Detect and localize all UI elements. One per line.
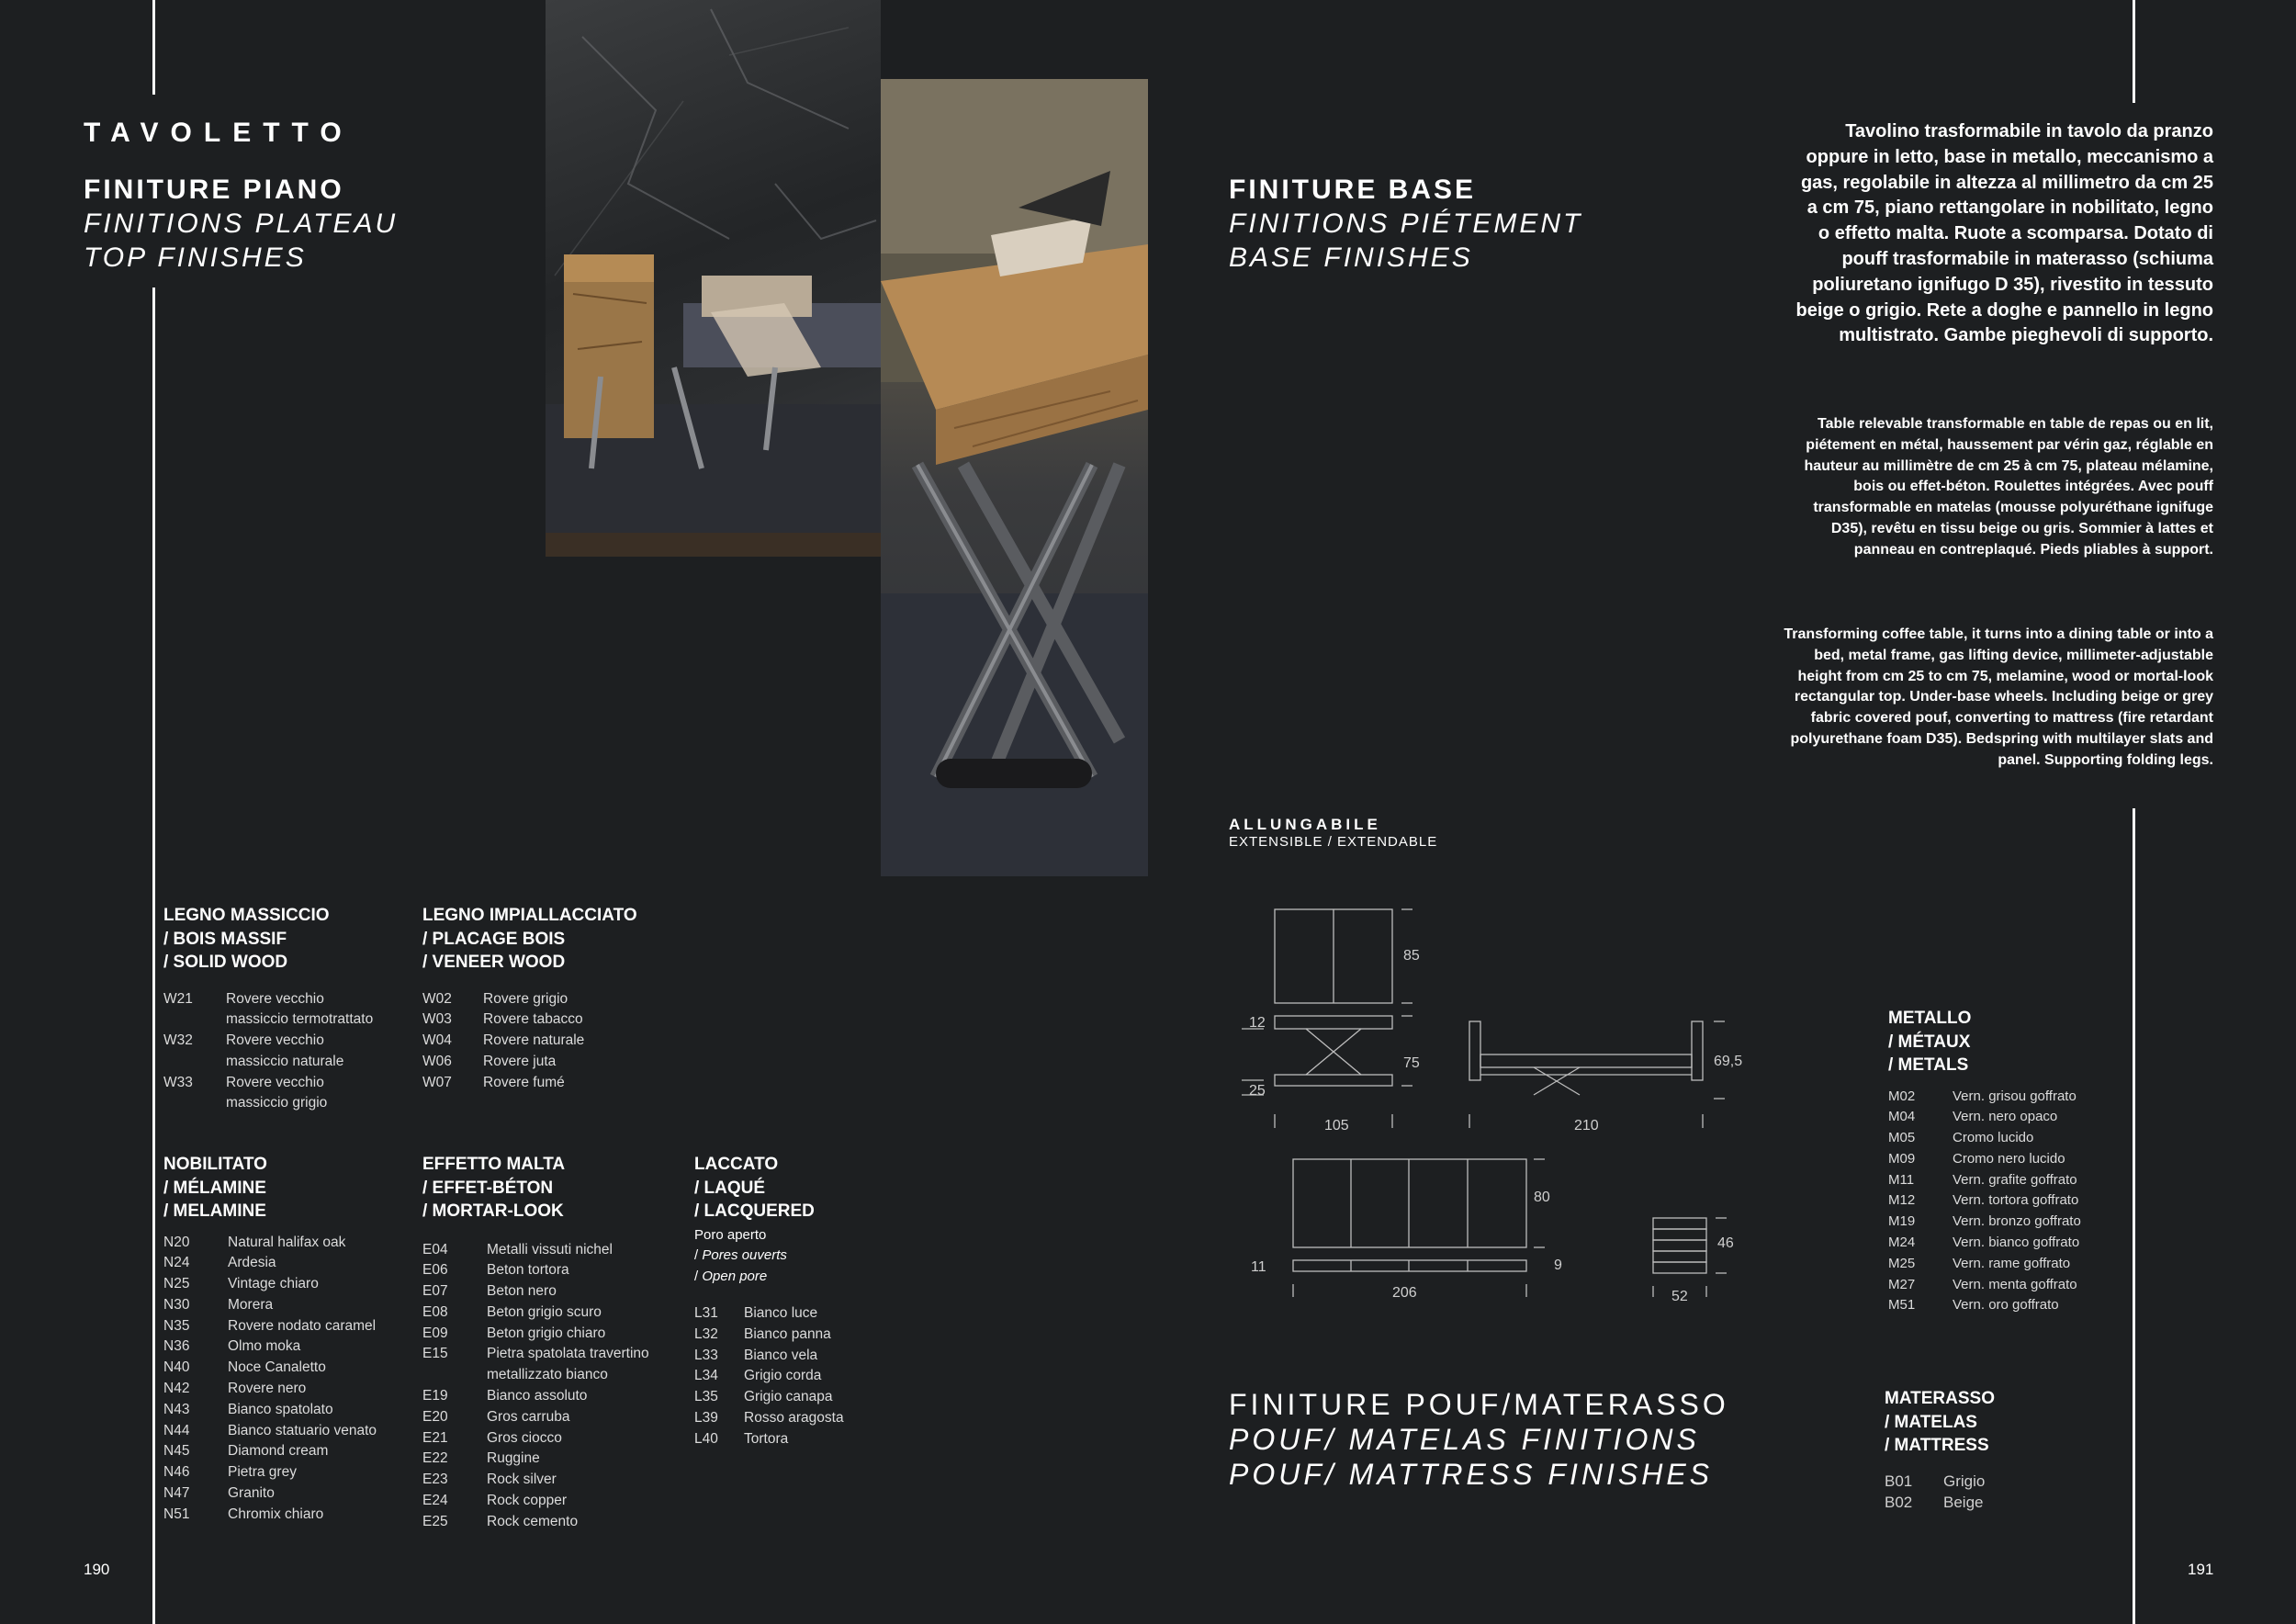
group-head-line: METALLO [1888,1009,1972,1028]
group-head-line: / MÉLAMINE [163,1178,266,1198]
group-head-line: / MATELAS [1885,1412,1977,1432]
finish-row [422,1344,661,1386]
group-head-line: / MORTAR-LOOK [422,1201,564,1221]
product-photo-bed [546,0,881,557]
finish-name: Natural halifax oak [228,1234,346,1250]
finish-name: Vern. grafite goffrato [1953,1171,2077,1188]
finish-row [163,1505,384,1526]
finish-code: M02 [1888,1088,1916,1104]
finish-row [422,1240,661,1261]
finish-row [422,1303,661,1324]
top-finishes-heading [84,173,398,275]
finish-row [694,1366,878,1387]
finish-row [1885,1492,2068,1513]
group-head-line: LACCATO [694,1155,779,1174]
finish-name: Granito [228,1485,275,1502]
subhead-it: Poro aperto [694,1226,767,1243]
finish-code: M25 [1888,1255,1916,1271]
dimension-drawing [1231,882,1763,1314]
finish-code: L31 [694,1305,718,1321]
group-head [1885,1387,2068,1458]
finish-code: N40 [163,1359,190,1376]
finish-code: M27 [1888,1276,1916,1292]
group-subhead [694,1225,878,1288]
finish-row [422,1281,661,1303]
finish-row [694,1429,878,1450]
finish-name: Pietra grey [228,1464,297,1481]
dim-46: 46 [1717,1235,1734,1251]
finish-code: E08 [422,1303,448,1320]
finish-row [422,1470,661,1491]
finish-code: E19 [422,1388,448,1404]
dim-105: 105 [1324,1118,1349,1133]
finish-code: W33 [163,1074,193,1090]
finish-name: Vintage chiaro [228,1276,319,1292]
rule-left-bottom [152,288,155,1624]
finish-row [163,1233,384,1254]
finish-row [694,1408,878,1429]
finish-name: Vern. bianco goffrato [1953,1235,2080,1251]
finish-name: Rovere vecchio massiccio naturale [226,1032,344,1069]
finish-name: Beton nero [487,1283,557,1300]
table-photo-illustration [881,79,1148,876]
finish-row [1888,1295,2109,1316]
finish-row [163,1483,384,1505]
finish-name: Grigio corda [744,1368,822,1384]
finish-row [694,1303,878,1325]
extendable-subtitle: EXTENSIBLE / EXTENDABLE [1229,834,1438,850]
dim-69-5: 69,5 [1714,1054,1743,1069]
finish-code: E06 [422,1262,448,1279]
finish-code: L40 [694,1430,718,1447]
finish-row [163,1379,384,1400]
finish-code: N51 [163,1506,190,1522]
dim-12: 12 [1249,1015,1266,1031]
finish-row [422,1031,661,1052]
finish-code: N25 [163,1276,190,1292]
group-head-line: / BOIS MASSIF [163,929,287,949]
dim-75: 75 [1403,1055,1420,1071]
finish-row [422,1052,661,1073]
finish-name: Rovere nero [228,1381,307,1397]
finish-name: Bianco statuario venato [228,1422,377,1438]
group-head-line: MATERASSO [1885,1389,1995,1408]
finish-row [694,1346,878,1367]
finish-code: N46 [163,1464,190,1481]
finish-code: E07 [422,1283,448,1300]
subhead-en: / Open pore [694,1268,768,1284]
finish-name: Vern. oro goffrato [1953,1297,2059,1314]
base-finishes-it: FINITURE BASE [1229,175,1477,205]
finish-code: W04 [422,1032,452,1049]
finish-row [422,1073,661,1094]
dim-210: 210 [1574,1118,1599,1133]
finish-row [1888,1107,2109,1128]
finish-name: Ruggine [487,1450,540,1467]
finish-list [422,1240,661,1533]
finish-code: M11 [1888,1171,1915,1188]
finish-row [1888,1233,2109,1254]
subhead-fr-text: Pores ouverts [702,1247,787,1263]
finish-name: Rovere nodato caramel [228,1317,377,1334]
group-head-line: / MELAMINE [163,1201,266,1221]
finish-row [694,1387,878,1408]
finish-name: Vern. rame goffrato [1953,1255,2071,1271]
finish-name: Olmo moka [228,1338,301,1355]
finish-name: Beige [1943,1493,1984,1511]
finish-code: N30 [163,1296,190,1313]
finish-row [1888,1149,2109,1170]
finish-name: Rosso aragosta [744,1409,844,1426]
finish-code: N45 [163,1443,190,1460]
finish-code: M05 [1888,1130,1916,1146]
finish-code: E04 [422,1241,448,1257]
finish-code: B02 [1885,1493,1913,1511]
finish-code: W03 [422,1011,452,1028]
finish-row [163,1336,384,1358]
finish-code: N47 [163,1485,190,1502]
finish-name: Bianco spatolato [228,1401,333,1417]
group-head-line: NOBILITATO [163,1155,267,1174]
finish-row [163,1031,384,1073]
group-head-line: / MÉTAUX [1888,1032,1971,1052]
pouf-finishes-fr: POUF/ MATELAS FINITIONS [1229,1423,1700,1456]
finish-row [163,1400,384,1421]
finish-name: Rovere vecchio massiccio grigio [226,1074,328,1111]
finish-name: Bianco luce [744,1305,818,1321]
finish-row [163,1073,384,1115]
group-head-line: LEGNO IMPIALLACCIATO [422,906,637,925]
subhead-en-text: Open pore [702,1268,768,1284]
finish-row [422,989,661,1010]
finish-row [163,1462,384,1483]
group-lacquered [694,1153,878,1450]
rule-left-top [152,0,155,95]
finish-row [163,989,384,1032]
finish-list [163,1233,384,1526]
page-number-right: 191 [2188,1561,2214,1578]
finish-row [422,1009,661,1031]
group-veneer-wood [422,904,661,1093]
finish-row [422,1512,661,1533]
finish-row [422,1324,661,1345]
finish-name: Morera [228,1296,274,1313]
finish-code: E25 [422,1513,448,1529]
finish-code: W06 [422,1053,452,1069]
finish-row [163,1295,384,1316]
finish-code: M09 [1888,1150,1916,1167]
finish-code: W02 [422,990,452,1007]
top-finishes-it: FINITURE PIANO [84,175,344,205]
group-head-line: / METALS [1888,1055,1969,1075]
finish-name: Beton grigio chiaro [487,1325,606,1341]
dim-25: 25 [1249,1083,1266,1099]
dim-206: 206 [1392,1285,1417,1301]
finish-name: Beton tortora [487,1262,569,1279]
dim-80: 80 [1534,1190,1550,1205]
finish-list [1888,1087,2109,1317]
finish-name: Rock copper [487,1493,568,1509]
finish-name: Tortora [744,1430,789,1447]
finish-row [422,1260,661,1281]
finish-name: Rock silver [487,1472,557,1488]
base-finishes-fr: FINITIONS PIÉTEMENT [1229,209,1583,239]
finish-code: M24 [1888,1235,1916,1251]
finish-code: L39 [694,1409,718,1426]
finish-code: E09 [422,1325,448,1341]
finish-list [1885,1471,2068,1513]
group-head-line: EFFETTO MALTA [422,1155,566,1174]
group-head-line: LEGNO MASSICCIO [163,906,330,925]
finish-code: E22 [422,1450,448,1467]
group-head [694,1153,878,1224]
finish-name: Bianco vela [744,1347,818,1363]
finish-row [694,1325,878,1346]
finish-name: Diamond cream [228,1443,329,1460]
group-head [1888,1007,2109,1077]
finish-name: Rovere tabacco [483,1011,583,1028]
finish-code: N24 [163,1255,190,1271]
finish-code: E15 [422,1346,448,1362]
finish-name: Cromo nero lucido [1953,1150,2065,1167]
finish-name: Pietra spatolata travertino metallizzato bianco [487,1346,649,1383]
finish-list [163,989,384,1115]
finish-code: M19 [1888,1213,1916,1230]
finish-name: Vern. bronzo goffrato [1953,1213,2081,1230]
finish-code: E20 [422,1408,448,1425]
finish-row [1888,1087,2109,1108]
finish-row [163,1316,384,1337]
group-head [422,904,661,975]
group-head-line: / LAQUÉ [694,1178,766,1198]
bed-photo-illustration [546,0,881,557]
finish-code: N44 [163,1422,190,1438]
finish-row [422,1386,661,1407]
finish-row [163,1421,384,1442]
finish-code: M04 [1888,1109,1916,1125]
finish-list [694,1303,878,1450]
finish-row [163,1441,384,1462]
finish-row [163,1253,384,1274]
description-it: Tavolino trasformabile in tavolo da pranzo oppure in letto, base in metallo, meccanismo a gas, regolabile in altezza al millimetro da cm 25 a cm 75, piano rettangolare in nobilitato, legno o effetto malta. Ruote a scomparsa. Dotato di pouff trasformabile in materasso (schiuma poliuretano ignifugo D 35), rivestito in tessuto beige o grigio. Rete a doghe e pannello in legno multistrato. Gambe pieghevoli di supporto. [1795,121,2213,346]
finish-row [1888,1212,2109,1233]
finish-code: B01 [1885,1472,1913,1490]
pouf-finishes-it: FINITURE POUF/MATERASSO [1229,1388,1729,1421]
group-head [163,904,384,975]
group-head-line: / MATTRESS [1885,1436,1989,1455]
finish-code: N20 [163,1234,190,1250]
finish-name: Rovere grigio [483,990,568,1007]
finish-code: L35 [694,1389,718,1405]
finish-code: E23 [422,1472,448,1488]
finish-name: Metalli vissuti nichel [487,1241,613,1257]
group-head-line: / PLACAGE BOIS [422,929,566,949]
product-photo-table [881,79,1148,876]
subhead-fr: / Pores ouverts [694,1247,787,1263]
top-finishes-en: TOP FINISHES [84,242,307,273]
description-fr: Table relevable transformable en table de repas ou en lit, piétement en métal, haussement par vérin gaz, réglable en hauteur au millimètre de cm 25 à cm 75, plateau mélamine, bois ou effet-béton. Roulettes intégrées. Avec pouff transformable en matelas (mousse polyuréthane ignifuge D35), revêtu en tissu beige ou gris. Sommier à lattes et panneau en contreplaqué. Pieds pliables à support. [1804,416,2213,558]
finish-list [422,989,661,1094]
group-head-line: / VENEER WOOD [422,953,566,972]
finish-code: E24 [422,1493,448,1509]
finish-name: Vern. menta goffrato [1953,1276,2077,1292]
product-title: TAVOLETTO [84,118,354,148]
finish-name: Ardesia [228,1255,276,1271]
finish-code: E21 [422,1429,448,1446]
extendable-title: ALLUNGABILE [1229,816,1381,833]
finish-name: Grigio canapa [744,1389,833,1405]
finish-code: N43 [163,1401,190,1417]
finish-row [422,1407,661,1428]
finish-name: Chromix chiaro [228,1506,324,1522]
finish-name: Rovere naturale [483,1032,585,1049]
description-en: Transforming coffee table, it turns into a dining table or into a bed, metal frame, gas lifting device, millimeter-adjustable height from cm 25 to cm 75, melamine, wood or mortal-look rectangular top. Under-base wheels. Including beige or grey fabric covered pouf, converting to mattress (fire retardant polyurethane foam D35). Bedspring with multilayer slats and panel. Supporting folding legs. [1784,626,2213,768]
finish-name: Gros carruba [487,1408,570,1425]
finish-code: L33 [694,1347,718,1363]
group-head-line: / SOLID WOOD [163,953,288,972]
finish-code: M51 [1888,1297,1916,1314]
finish-code: W32 [163,1032,193,1049]
finish-name: Vern. tortora goffrato [1953,1192,2079,1209]
finish-row [1888,1128,2109,1149]
finish-name: Bianco panna [744,1325,831,1342]
dim-85: 85 [1403,948,1420,964]
finish-name: Vern. grisou goffrato [1953,1088,2077,1104]
finish-name: Rovere vecchio massiccio termotrattato [226,990,374,1028]
finish-name: Grigio [1943,1472,1986,1490]
group-metals [1888,1007,2109,1316]
finish-row [422,1449,661,1470]
finish-name: Rock cemento [487,1513,579,1529]
pouf-finishes-en: POUF/ MATTRESS FINISHES [1229,1458,1713,1491]
group-head [422,1153,661,1224]
base-finishes-heading [1229,173,1582,275]
finish-name: Rovere fumé [483,1074,565,1090]
finish-code: N42 [163,1381,190,1397]
group-solid-wood [163,904,384,1114]
finish-name: Rovere juta [483,1053,557,1069]
rule-right-top [2133,0,2135,103]
finish-code: W07 [422,1074,452,1090]
rule-right-bottom [2133,808,2135,1624]
finish-row [1888,1275,2109,1296]
group-head [163,1153,384,1224]
finish-code: M12 [1888,1192,1916,1209]
finish-row [1888,1254,2109,1275]
pouf-finishes-heading [1229,1387,1729,1492]
finish-code: L34 [694,1368,718,1384]
page-number-left: 190 [84,1561,110,1578]
base-finishes-en: BASE FINISHES [1229,242,1473,273]
finish-code: L32 [694,1325,718,1342]
finish-row [1888,1170,2109,1191]
finish-row [163,1274,384,1295]
finish-code: W21 [163,990,193,1007]
finish-code: N35 [163,1317,190,1334]
group-head-line: / EFFET-BÉTON [422,1178,554,1198]
finish-row [422,1428,661,1449]
top-finishes-fr: FINITIONS PLATEAU [84,209,399,239]
finish-name: Vern. nero opaco [1953,1109,2058,1125]
finish-name: Cromo lucido [1953,1130,2034,1146]
finish-row [163,1358,384,1379]
finish-name: Bianco assoluto [487,1388,588,1404]
group-head-line: / LACQUERED [694,1201,815,1221]
finish-row [1885,1471,2068,1492]
finish-row [1888,1190,2109,1212]
group-melamine [163,1153,384,1526]
finish-row [422,1491,661,1512]
dim-9: 9 [1554,1257,1562,1273]
group-mattress [1885,1387,2068,1513]
dim-52: 52 [1671,1289,1688,1304]
finish-name: Noce Canaletto [228,1359,326,1376]
finish-name: Beton grigio scuro [487,1303,602,1320]
finish-code: N36 [163,1338,190,1355]
finish-name: Gros ciocco [487,1429,562,1446]
group-mortar-look [422,1153,661,1533]
dim-11: 11 [1251,1259,1266,1275]
